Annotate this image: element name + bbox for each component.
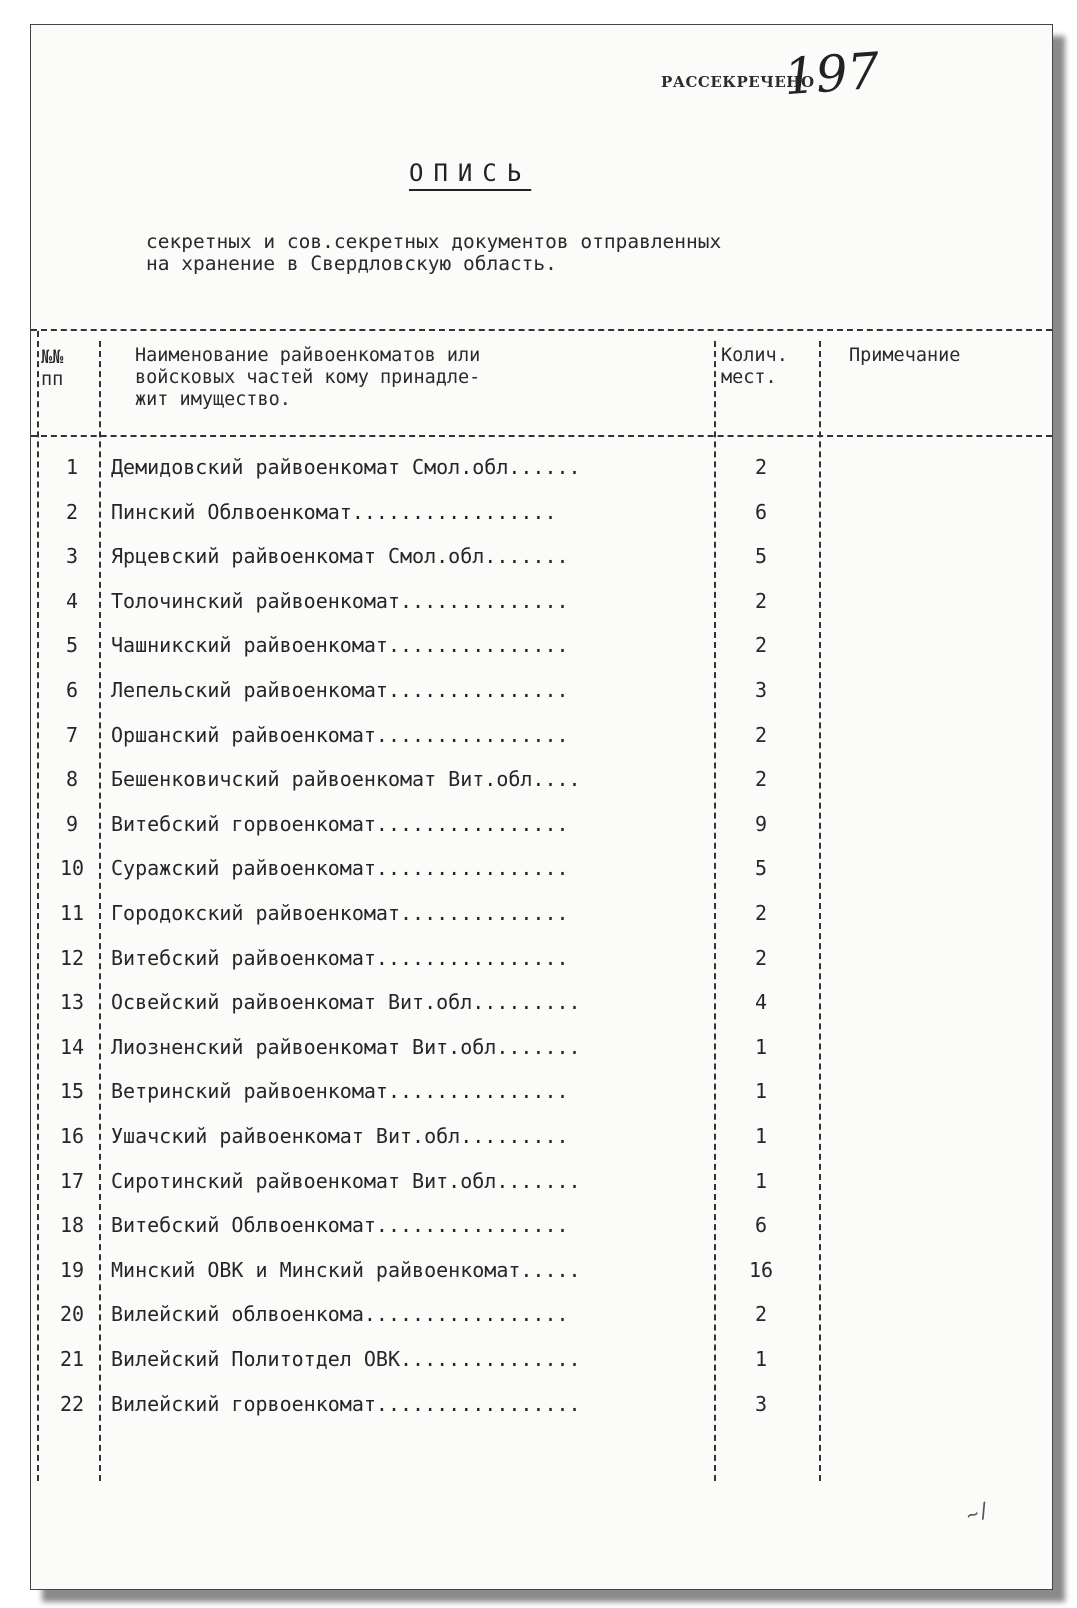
table-row xyxy=(31,856,1052,900)
row-number: 12 xyxy=(59,945,85,970)
table-row xyxy=(31,500,1052,544)
table-row xyxy=(31,812,1052,856)
table-row xyxy=(31,544,1052,588)
table-row xyxy=(31,633,1052,677)
row-quantity: 9 xyxy=(754,811,768,836)
row-number: 4 xyxy=(65,588,79,613)
row-name: Суражский райвоенкомат................ xyxy=(111,856,569,881)
table-row xyxy=(31,723,1052,767)
row-name: Вилейский Политотдел ОВК............... xyxy=(111,1347,581,1371)
row-quantity: 2 xyxy=(754,1302,768,1327)
table-row xyxy=(31,901,1052,945)
row-quantity: 2 xyxy=(754,722,768,747)
declassified-stamp: РАССЕКРЕЧЕНО xyxy=(661,73,815,91)
row-quantity: 6 xyxy=(754,1213,768,1238)
row-name: Оршанский райвоенкомат................ xyxy=(111,722,569,747)
header-note: Примечание xyxy=(849,345,961,366)
row-name: Лепельский райвоенкомат............... xyxy=(111,678,569,702)
row-number: 7 xyxy=(65,722,79,747)
row-name: Лиозненский райвоенкомат Вит.обл....... xyxy=(111,1034,581,1059)
row-name: Городокский райвоенкомат.............. xyxy=(111,901,569,925)
row-name: Демидовский райвоенкомат Смол.обл...... xyxy=(111,455,581,479)
table-row xyxy=(31,1302,1052,1346)
row-quantity: 16 xyxy=(748,1257,774,1282)
row-number: 6 xyxy=(65,678,79,702)
row-quantity: 1 xyxy=(754,1079,768,1104)
table-row xyxy=(31,1035,1052,1079)
table-row xyxy=(31,678,1052,722)
row-name: Витебский райвоенкомат................ xyxy=(111,945,569,970)
row-number: 2 xyxy=(65,499,79,524)
row-name: Сиротинский райвоенкомат Вит.обл....... xyxy=(111,1168,581,1193)
header-qty: Колич. мест. xyxy=(721,345,788,388)
row-number: 20 xyxy=(59,1302,85,1327)
document-page xyxy=(30,24,1053,1590)
row-quantity: 1 xyxy=(754,1124,768,1148)
row-number: 22 xyxy=(59,1391,85,1416)
table-row xyxy=(31,1169,1052,1213)
table-row xyxy=(31,1079,1052,1123)
row-number: 3 xyxy=(65,544,79,569)
document-title: ОПИСЬ xyxy=(409,159,532,187)
table-row xyxy=(31,455,1052,499)
header-name: Наименование райвоенкоматов или войсковых частей кому принадле- жит имущество. xyxy=(135,345,481,410)
row-quantity: 1 xyxy=(754,1347,768,1371)
table-row xyxy=(31,1392,1052,1436)
row-number: 14 xyxy=(59,1034,85,1059)
row-number: 5 xyxy=(65,633,79,658)
row-name: Бешенковичский райвоенкомат Вит.обл.... xyxy=(111,767,581,792)
row-name: Вилейский горвоенкомат................. xyxy=(111,1391,581,1416)
row-quantity: 6 xyxy=(754,499,768,524)
row-quantity: 3 xyxy=(754,1391,768,1416)
margin-scribble: ~/ xyxy=(962,1496,994,1528)
row-name: Ярцевский райвоенкомат Смол.обл....... xyxy=(111,544,569,569)
row-name: Минский ОВК и Минский райвоенкомат..... xyxy=(111,1257,581,1282)
row-number: 21 xyxy=(59,1347,85,1371)
row-name: Ветринский райвоенкомат............... xyxy=(111,1079,569,1104)
row-name: Толочинский райвоенкомат.............. xyxy=(111,588,569,613)
handwritten-page-number: 197 xyxy=(782,41,882,107)
table-row xyxy=(31,1347,1052,1391)
row-quantity: 2 xyxy=(754,767,768,792)
table-header-rule xyxy=(31,435,1052,437)
row-quantity: 5 xyxy=(754,856,768,881)
row-name: Витебский Облвоенкомат................ xyxy=(111,1213,569,1238)
row-number: 8 xyxy=(65,767,79,792)
row-number: 16 xyxy=(59,1124,85,1148)
row-quantity: 2 xyxy=(754,633,768,658)
table-row xyxy=(31,990,1052,1034)
row-name: Вилейский облвоенкома................. xyxy=(111,1302,569,1327)
row-number: 9 xyxy=(65,811,79,836)
row-number: 1 xyxy=(65,455,79,479)
table-row xyxy=(31,767,1052,811)
row-quantity: 2 xyxy=(754,945,768,970)
row-quantity: 4 xyxy=(754,990,768,1015)
row-quantity: 2 xyxy=(754,901,768,925)
row-number: 11 xyxy=(59,901,85,925)
row-name: Пинский Облвоенкомат................. xyxy=(111,499,557,524)
row-quantity: 1 xyxy=(754,1034,768,1059)
table-row xyxy=(31,946,1052,990)
table-top-rule xyxy=(31,329,1052,331)
table-row xyxy=(31,589,1052,633)
row-quantity: 5 xyxy=(754,544,768,569)
row-number: 17 xyxy=(59,1168,85,1193)
row-name: Освейский райвоенкомат Вит.обл......... xyxy=(111,990,581,1015)
document-subtitle: секретных и сов.секретных документов отправленных на хранение в Свердловскую область. xyxy=(146,230,722,275)
row-number: 19 xyxy=(59,1257,85,1282)
row-quantity: 1 xyxy=(754,1168,768,1193)
row-number: 13 xyxy=(59,990,85,1015)
row-quantity: 2 xyxy=(754,588,768,613)
row-number: 15 xyxy=(59,1079,85,1104)
row-number: 18 xyxy=(59,1213,85,1238)
row-quantity: 2 xyxy=(754,455,768,479)
row-name: Витебский горвоенкомат................ xyxy=(111,811,569,836)
row-name: Чашникский райвоенкомат............... xyxy=(111,633,569,658)
table-row xyxy=(31,1258,1052,1302)
row-quantity: 3 xyxy=(754,678,768,702)
table-row xyxy=(31,1213,1052,1257)
row-number: 10 xyxy=(59,856,85,881)
row-name: Ушачский райвоенкомат Вит.обл......... xyxy=(111,1124,569,1148)
header-num: №№ пп xyxy=(41,347,64,390)
table-row xyxy=(31,1124,1052,1168)
